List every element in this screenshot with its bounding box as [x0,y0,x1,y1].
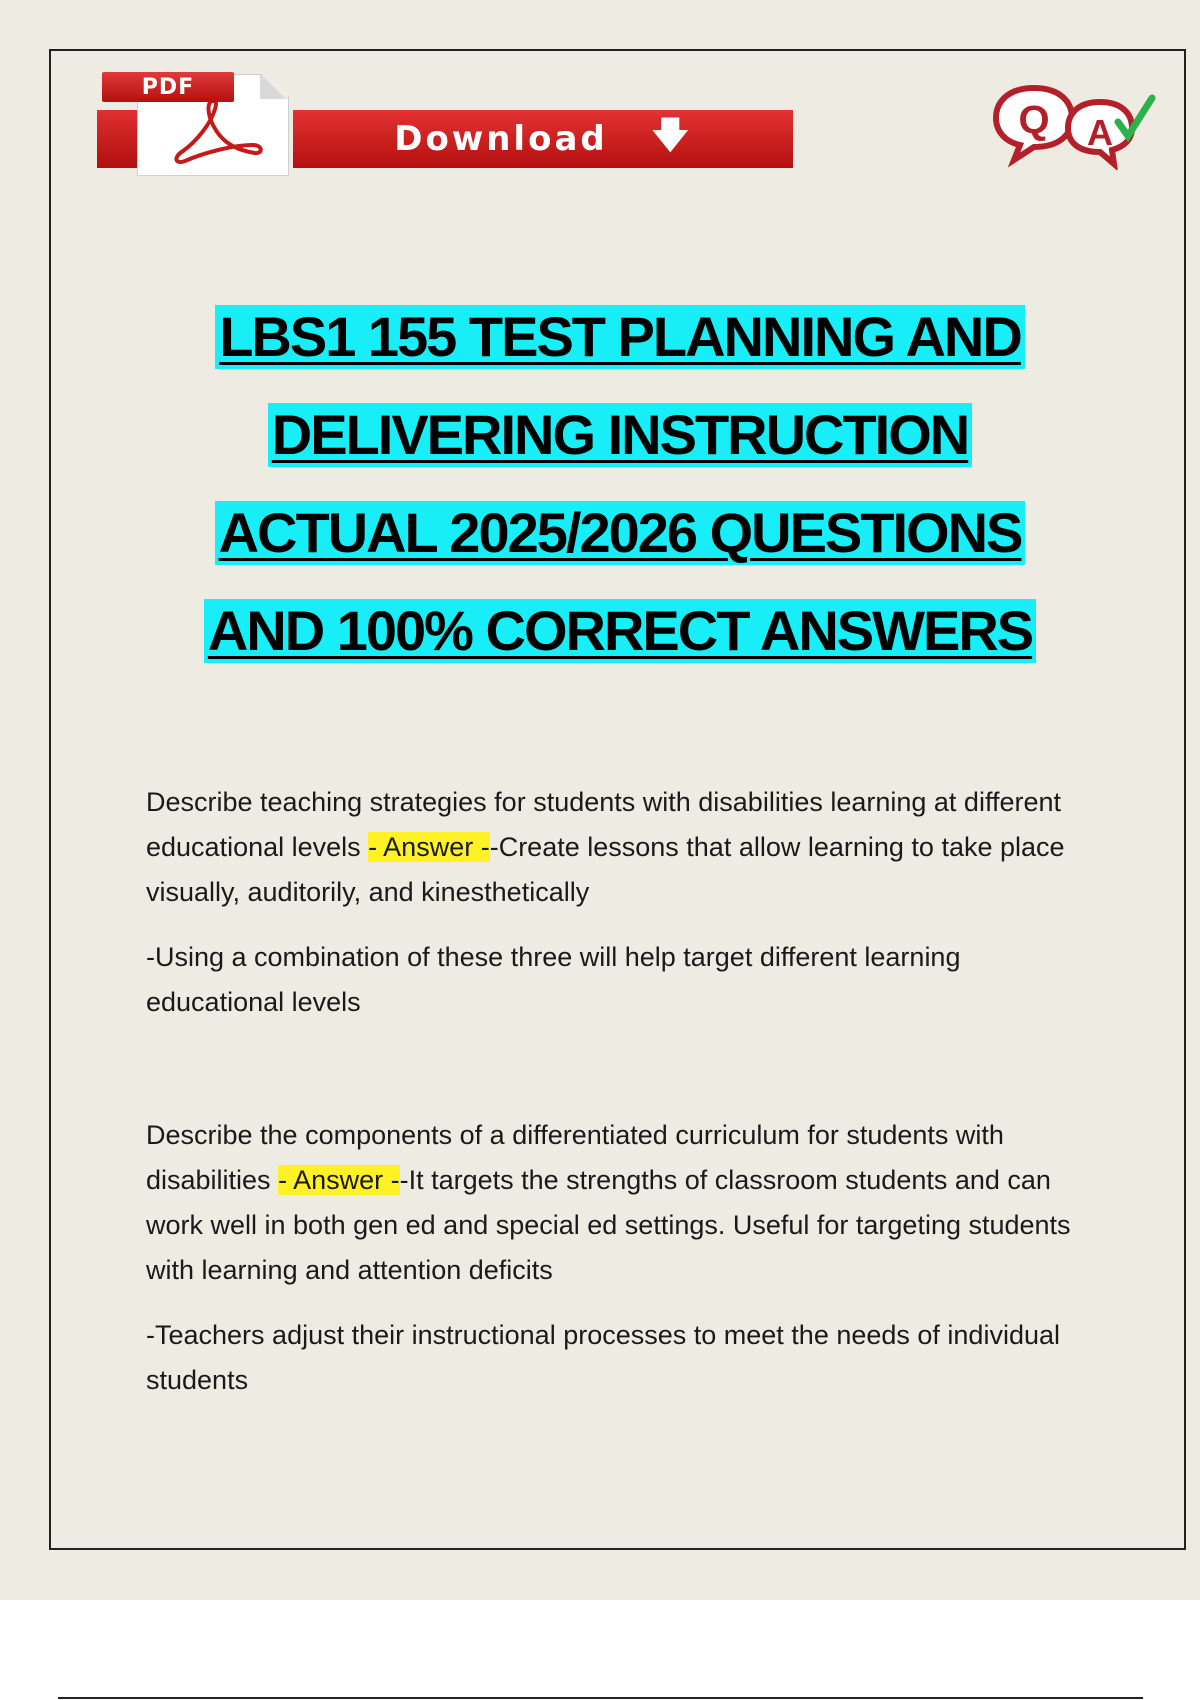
logo-q: Q [1018,98,1050,142]
title-line-4: AND 100% CORRECT ANSWERS [204,599,1036,663]
qa-logo [990,70,1160,170]
answer-text: -It targets the strengths of classroom students and can work well in both gen ed and special ed settings. Useful for targeting students with learning and attention deficits [146,1165,1071,1285]
question-text: Describe the components of a differentiated curriculum for students with disabilities [146,1120,1004,1195]
logo-a: A [1087,112,1113,153]
answer-text: -Create lessons that allow learning to take place visually, auditorily, and kinesthetically [146,832,1065,907]
pdf-label: PDF [102,72,234,102]
answer-followup: -Teachers adjust their instructional processes to meet the needs of individual students [146,1320,1060,1395]
question-text: Describe teaching strategies for students with disabilities learning at different educational levels [146,787,1061,862]
qa-item [146,780,1076,1025]
download-button[interactable] [293,110,793,168]
pdf-download-banner[interactable] [97,70,797,180]
qa-paragraph [146,780,1076,915]
bottom-divider [58,1697,1143,1699]
q-bubble-icon [996,88,1072,160]
download-label: Download [394,119,608,159]
qa-paragraph [146,1113,1076,1293]
title-line-3: ACTUAL 2025/2026 QUESTIONS [215,501,1026,565]
document-title [80,305,1160,697]
answer-marker: - Answer - [368,832,490,862]
title-line-2: DELIVERING INSTRUCTION [268,403,972,467]
arrow-down-icon: 🡇 [651,114,692,156]
answer-followup: -Using a combination of these three will help target different learning educational levels [146,942,961,1017]
title-line-1: LBS1 155 TEST PLANNING AND [215,305,1025,369]
qa-item [146,1113,1076,1403]
acrobat-icon [163,93,273,168]
answer-marker: - Answer - [278,1165,400,1195]
